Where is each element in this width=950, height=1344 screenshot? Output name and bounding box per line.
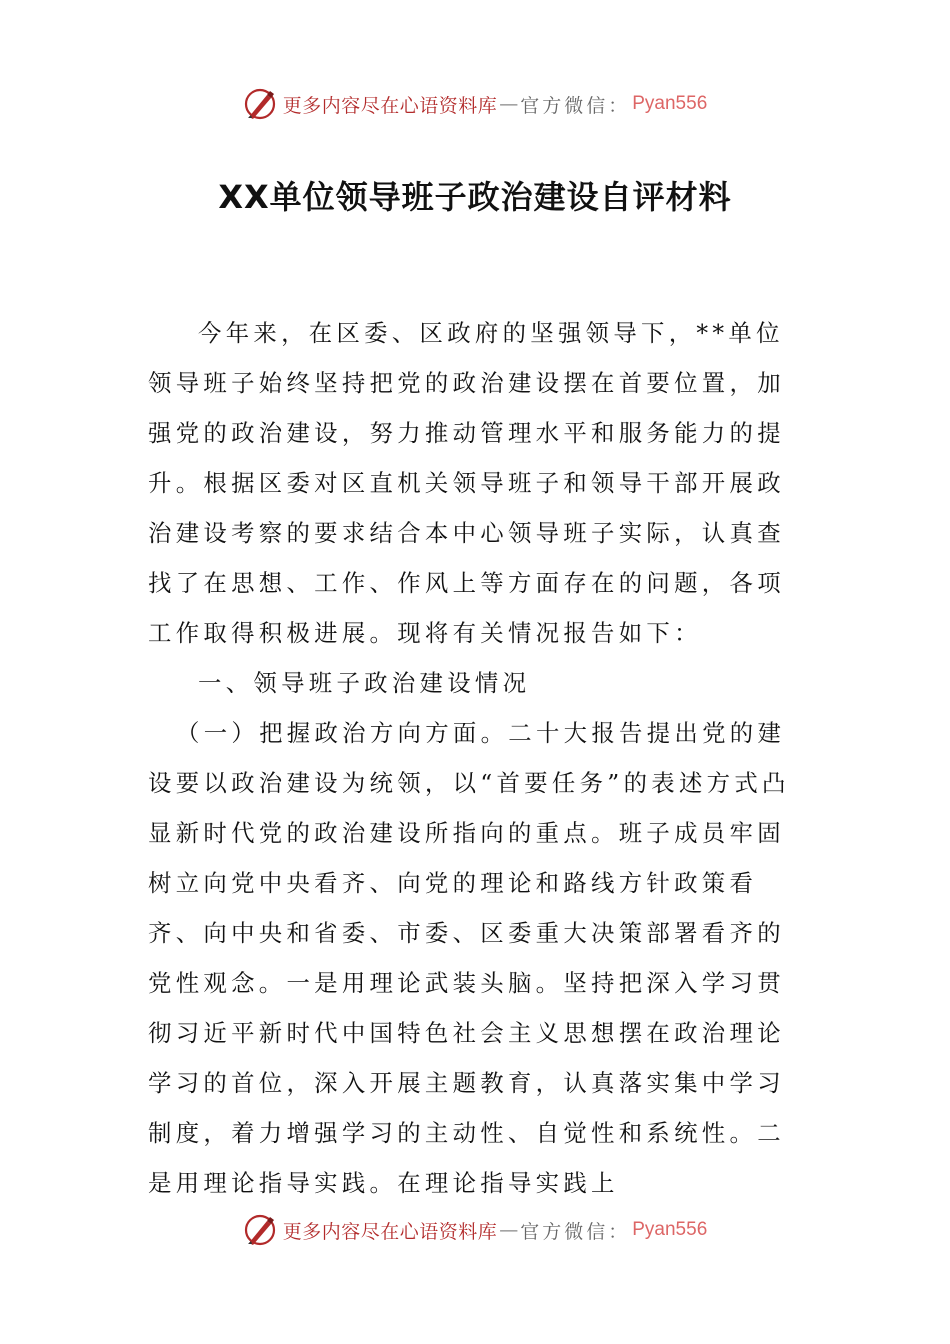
- watermark-brand: 更多内容尽在心语资料库: [282, 1220, 498, 1243]
- watermark-wechat-id: Pyan556: [632, 93, 708, 114]
- pen-circle-logo-icon: [243, 1213, 277, 1247]
- document-title: XX单位领导班子政治建设自评材料: [218, 178, 732, 216]
- watermark-separator: —: [499, 93, 519, 115]
- pen-circle-logo-icon: [243, 87, 277, 121]
- watermark-banner-bottom: [0, 1210, 950, 1250]
- section-heading: 一、领导班子政治建设情况: [198, 669, 531, 697]
- watermark-separator: —: [499, 1219, 519, 1241]
- watermark-wechat-label: 官方微信：: [520, 94, 631, 117]
- watermark-banner-top: [0, 84, 950, 124]
- body-paragraph: 今年来，在区委、区政府的坚强领导下，**单位领导班子始终坚持把党的政治建设摆在首要位置，加强党的政治建设，努力推动管理水平和服务能力的提升。根据区委对区直机关领导班子和领导干部开展政治建设考察的要求结合本中心领导班子实际，认真查找了在思想、工作、作风上等方面存在的问题，各项工作取得积极进展。现将有关情况报告如下：: [148, 319, 785, 647]
- body-paragraph: （一）把握政治方向方面。二十大报告提出党的建设要以政治建设为统领，以“首要任务”的表述方式凸显新时代党的政治建设所指向的重点。班子成员牢固树立向党中央看齐、向党的理论和路线方针政策看齐、向中央和省委、市委、区委重大决策部署看齐的党性观念。一是用理论武装头脑。坚持把深入学习贯彻习近平新时代中国特色社会主义思想摆在政治理论学习的首位，深入开展主题教育，认真落实集中学习制度，着力增强学习的主动性、自觉性和系统性。二是用理论指导实践。在理论指导实践上: [148, 719, 790, 1197]
- watermark-wechat-label: 官方微信：: [520, 1220, 631, 1243]
- document-body: [148, 308, 806, 1208]
- watermark-wechat-id: Pyan556: [632, 1219, 708, 1240]
- watermark-brand: 更多内容尽在心语资料库: [282, 94, 498, 117]
